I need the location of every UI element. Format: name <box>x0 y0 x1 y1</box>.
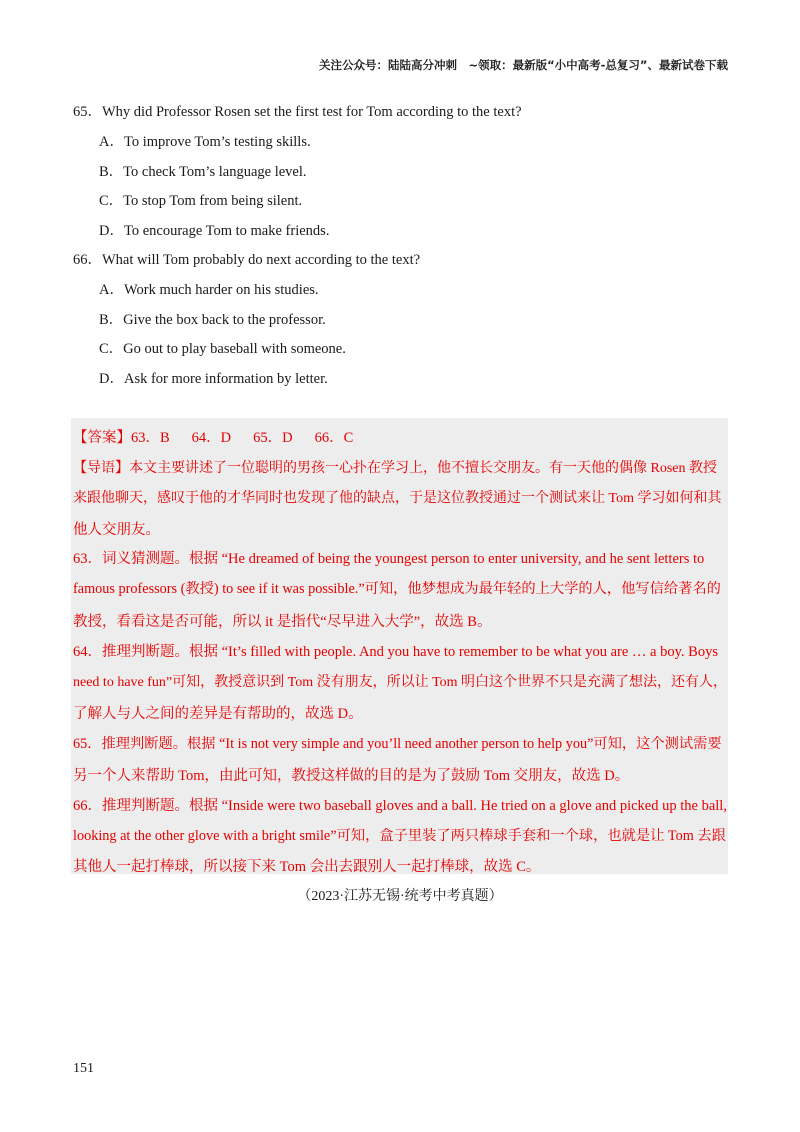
explanation-line: 65．推理判断题。根据 “It is not very simple and you’ll need another person to help you”可知，这个测试需要 <box>73 736 722 752</box>
question-65-option-a: A．To improve Tom’s testing skills. <box>99 134 311 150</box>
question-65-option-c: C．To stop Tom from being silent. <box>99 193 303 209</box>
explanation-line: 他人交朋友。 <box>73 522 160 538</box>
question-65-option-d: D．To encourage Tom to make friends. <box>99 223 330 239</box>
explanation-line: famous professors (教授) to see if it was possible.”可知，他梦想成为最年轻的上大学的人，他写信给著名的 <box>73 581 721 597</box>
page-header: 关注公众号：陆陆高分冲刺 ~领取：最新版“小中高考-总复习”、最新试卷下载 <box>318 58 728 72</box>
explanation-line: 64．推理判断题。根据 “It’s filled with people. And you have to remember to be what you are … a boy. Boys <box>73 644 718 660</box>
question-66-option-c: C．Go out to play baseball with someone. <box>99 341 346 357</box>
answer-item: 65．D <box>253 430 293 446</box>
explanation-line: 了解人与人之间的差异是有帮助的，故选 D。 <box>73 706 363 722</box>
answer-line <box>73 426 353 447</box>
question-66-option-a: A．Work much harder on his studies. <box>99 282 319 298</box>
question-65-stem: 65．Why did Professor Rosen set the first test for Tom according to the text? <box>73 104 522 120</box>
explanation-line: 66．推理判断题。根据 “Inside were two baseball gloves and a ball. He tried on a glove and picked up the ball, <box>73 798 727 814</box>
source-citation: （2023·江苏无锡·统考中考真题） <box>297 889 503 904</box>
explanation-line: looking at the other glove with a bright smile”可知，盒子里装了两只棒球手套和一个球，也就是让 Tom 去跟 <box>73 828 726 844</box>
answer-item: 64．D <box>191 430 232 446</box>
question-66-option-d: D．Ask for more information by letter. <box>99 371 328 387</box>
answer-item: 63．B <box>131 430 170 446</box>
explanation-line: 其他人一起打棒球，所以接下来 Tom 会出去跟别人一起打棒球，故选 C。 <box>73 859 541 875</box>
answer-label: 【答案】 <box>73 430 131 446</box>
question-66-stem: 66．What will Tom probably do next according to the text? <box>73 252 421 268</box>
question-66-option-b: B．Give the box back to the professor. <box>99 312 326 328</box>
question-65-option-b: B．To check Tom’s language level. <box>99 164 307 180</box>
page-number: 151 <box>73 1061 94 1076</box>
answer-item: 66．C <box>314 430 354 446</box>
explanation-line: 63．词义猜测题。根据 “He dreamed of being the youngest person to enter university, and he sent letters to <box>73 551 705 567</box>
explanation-line: 【导语】本文主要讲述了一位聪明的男孩一心扑在学习上，他不擅长交朋友。有一天他的偶像 Rosen 教授 <box>73 461 717 476</box>
explanation-line: 来跟他聊天，感叹于他的才华同时也发现了他的缺点，于是这位教授通过一个测试来让 Tom 学习如何和其 <box>73 491 722 506</box>
explanation-line: need to have fun”可知，教授意识到 Tom 没有朋友，所以让 Tom 明白这个世界不只是充满了想法，还有人， <box>73 675 728 690</box>
explanation-line: 教授，看看这是否可能，所以 it 是指代“尽早进入大学”，故选 B。 <box>73 614 492 630</box>
explanation-line: 另一个人来帮助 Tom，由此可知，教授这样做的目的是为了鼓励 Tom 交朋友，故选 D。 <box>73 768 630 784</box>
